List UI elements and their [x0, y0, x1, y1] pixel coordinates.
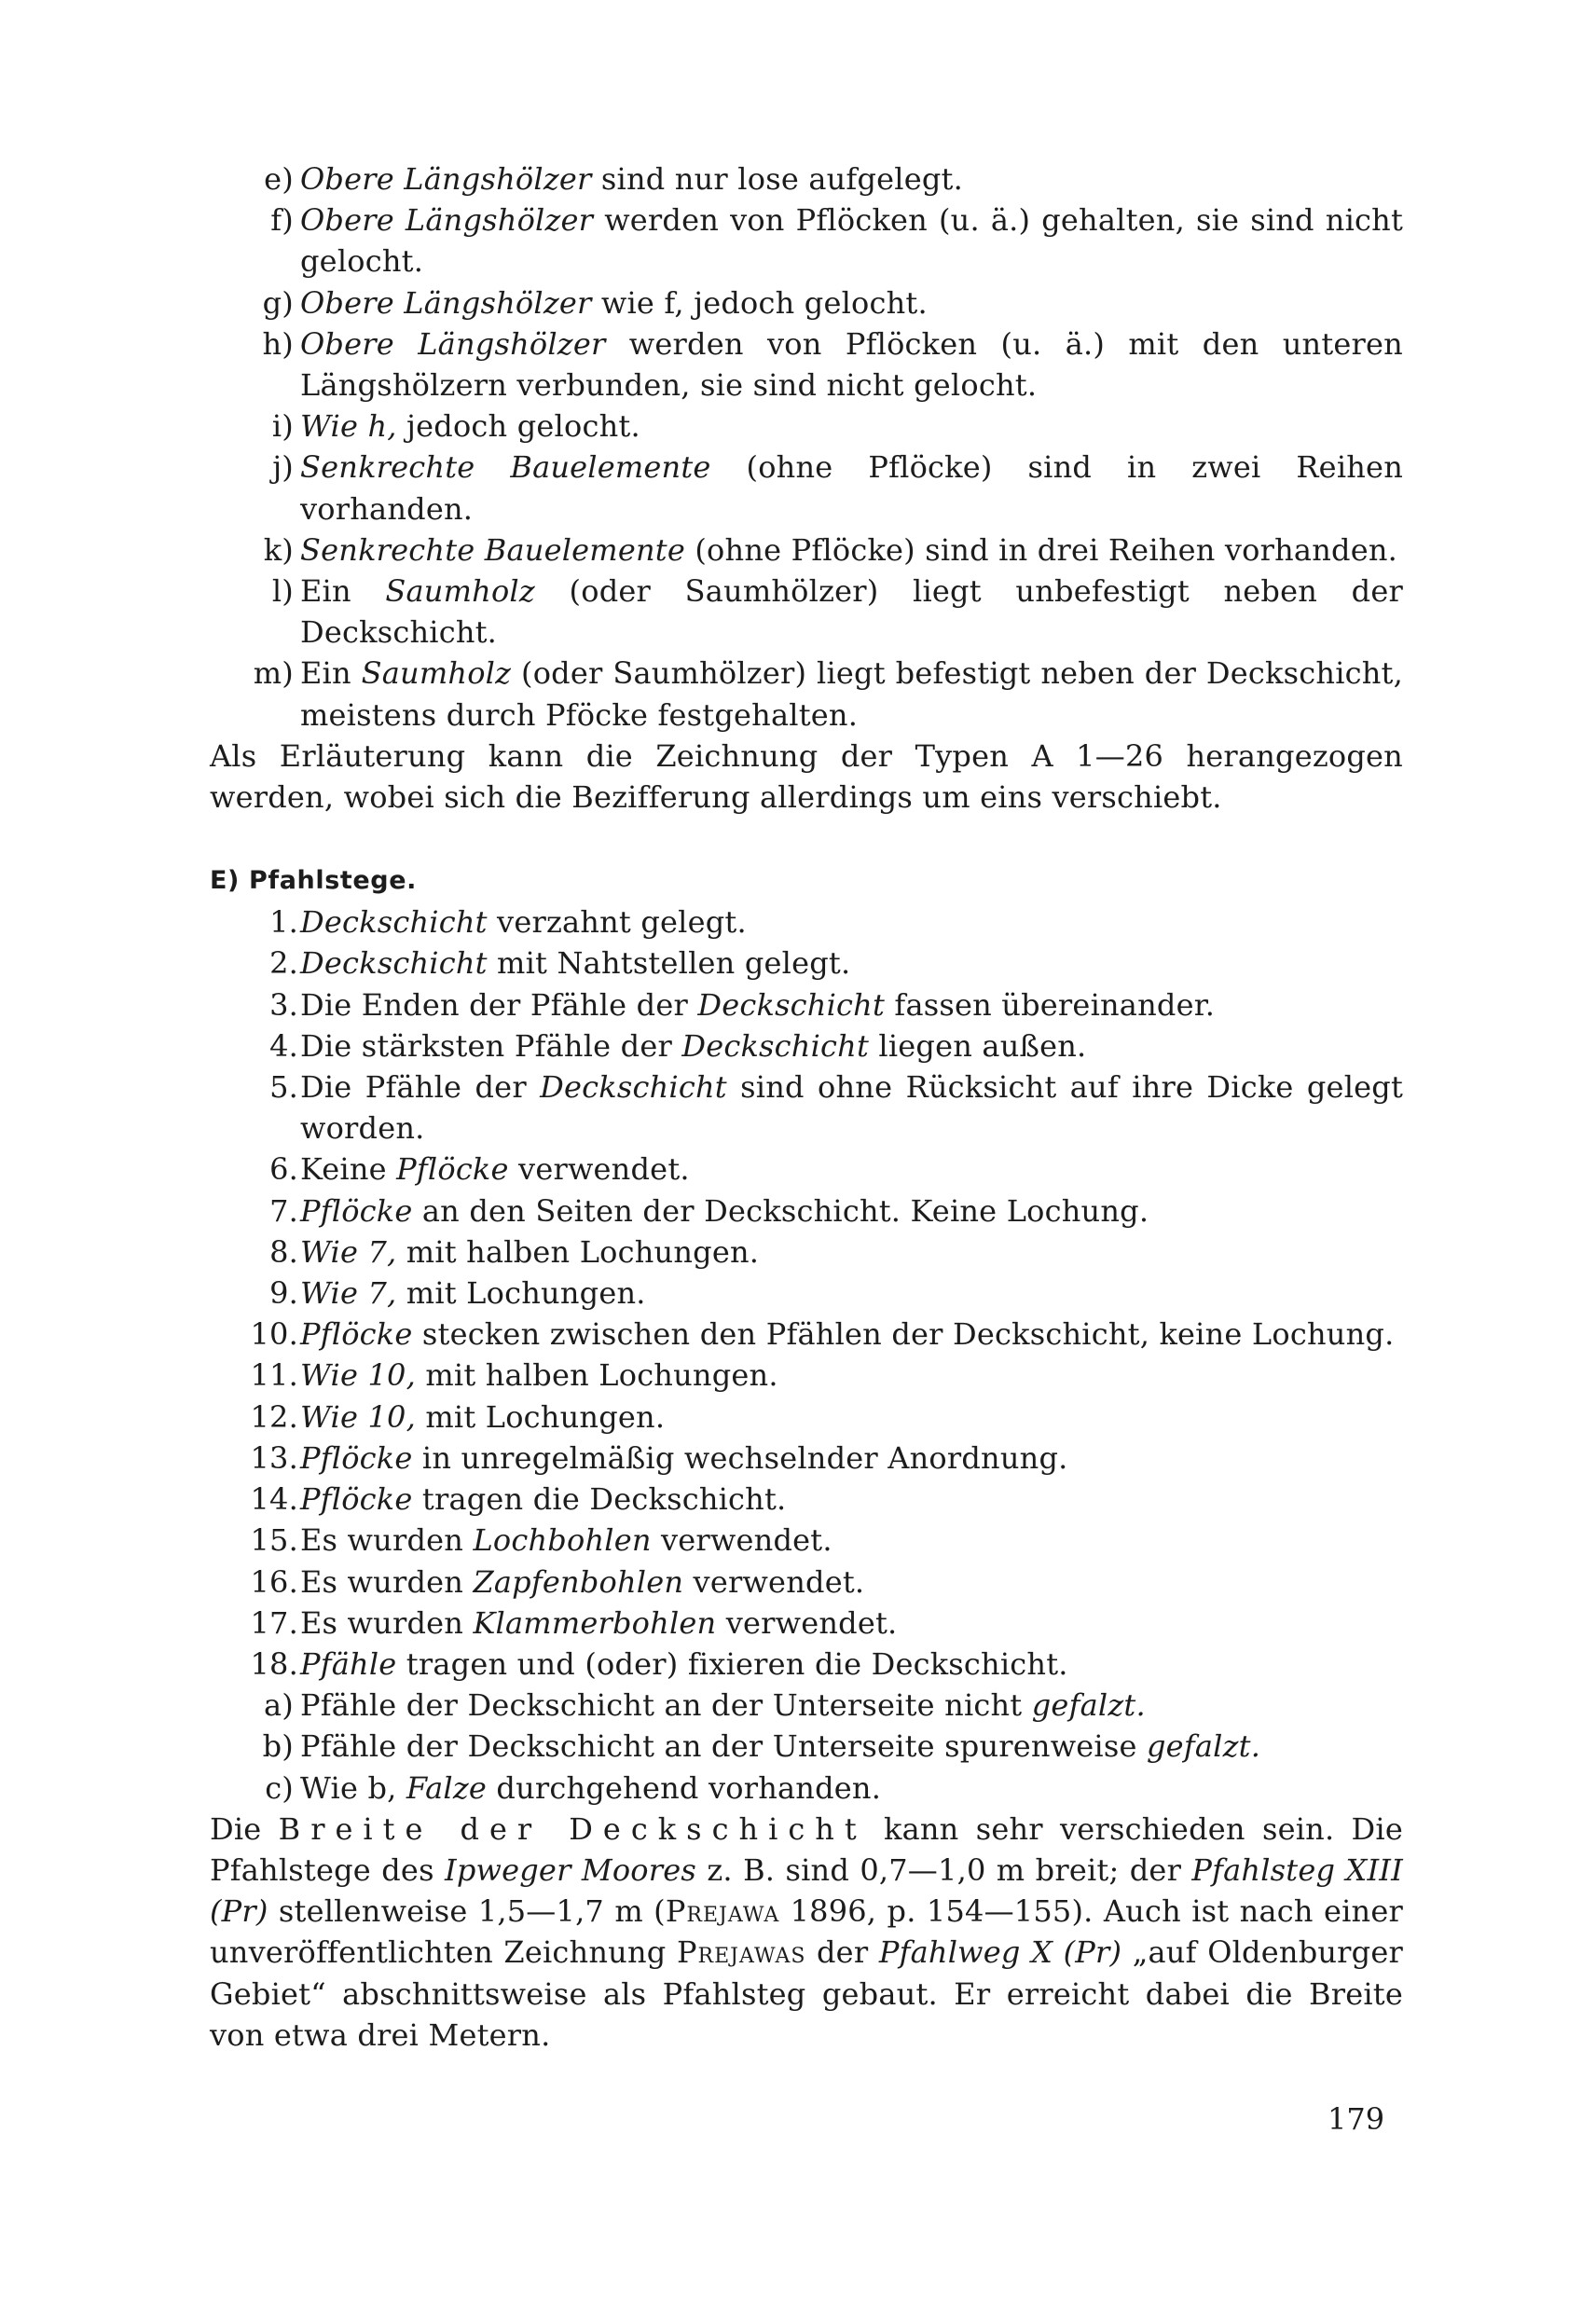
- text-run: verzahnt gelegt.: [487, 904, 747, 941]
- italic-term: Pflöcke: [396, 1151, 509, 1188]
- italic-term: Deckschicht: [697, 986, 886, 1023]
- list-item: [210, 1273, 1403, 1314]
- text-run: Die stärksten Pfähle der: [300, 1027, 682, 1064]
- italic-term: Deckschicht: [300, 904, 488, 941]
- item-marker: a): [264, 1687, 294, 1724]
- italic-term: Ipweger Moores: [445, 1851, 697, 1888]
- list-item: [210, 1644, 1403, 1685]
- item-text: [300, 1025, 1403, 1067]
- text-run: wie f, jedoch gelocht.: [591, 284, 928, 321]
- item-marker: 3.: [269, 986, 298, 1023]
- item-marker: f): [270, 202, 294, 239]
- italic-term: Klammerbohlen: [473, 1604, 717, 1641]
- italic-term: Pfahlweg X (Pr): [878, 1934, 1122, 1971]
- text-run: sind nur lose aufgelegt.: [591, 161, 963, 197]
- item-text: [300, 530, 1403, 571]
- text-run: Es wurden: [300, 1563, 474, 1600]
- italic-term: Pflöcke: [300, 1192, 413, 1229]
- item-marker: 18.: [250, 1645, 298, 1682]
- item-text: [300, 1520, 1403, 1561]
- list-item: [210, 1397, 1403, 1438]
- item-text: [300, 571, 1403, 653]
- list-item: [210, 282, 1403, 323]
- item-marker: k): [263, 531, 294, 568]
- text-run: tragen die Deckschicht.: [412, 1481, 787, 1518]
- upper-item-list: [210, 158, 1403, 736]
- item-text: [300, 447, 1403, 529]
- item-marker: 7.: [269, 1192, 298, 1229]
- text-run: Die Pfähle der: [300, 1069, 541, 1106]
- item-text: [300, 1149, 1403, 1190]
- item-marker: g): [262, 284, 294, 321]
- text-run: werden von Pflöcken (u. ä.) mit den unteren Längshölzern verbunden, sie sind nicht gelocht.: [300, 325, 1403, 404]
- italic-term: Pflöcke: [300, 1316, 413, 1353]
- italic-term: Obere Längshölzer: [300, 325, 606, 362]
- text-run: Keine: [300, 1151, 397, 1188]
- item-marker: 12.: [250, 1398, 298, 1435]
- list-item: [210, 200, 1403, 282]
- item-marker: 8.: [269, 1233, 298, 1270]
- italic-term: Deckschicht: [300, 945, 488, 982]
- text-run: mit halben Lochungen.: [396, 1233, 760, 1270]
- list-item: [210, 653, 1403, 735]
- item-text: [300, 1355, 1403, 1396]
- text-run: (ohne Pflöcke) sind in drei Reihen vorhanden.: [685, 531, 1398, 568]
- list-item: [210, 1726, 1403, 1767]
- list-item: [210, 530, 1403, 571]
- list-item: [210, 984, 1403, 1025]
- list-item: [210, 901, 1403, 943]
- item-text: [300, 1768, 1403, 1809]
- list-item: [210, 1520, 1403, 1561]
- text-run: mit halben Lochungen.: [415, 1357, 778, 1394]
- item-marker: i): [271, 408, 294, 445]
- item-marker: 11.: [250, 1357, 298, 1394]
- numbered-item-list: [210, 901, 1403, 1685]
- text-run: verwendet.: [508, 1151, 690, 1188]
- item-text: [300, 901, 1403, 943]
- page-number: 179: [1328, 2101, 1385, 2137]
- text-run: sind ohne Rücksicht auf ihre Dicke gelegt worden.: [300, 1069, 1404, 1147]
- item-marker: e): [264, 161, 294, 197]
- item-text: [300, 1685, 1403, 1726]
- item-marker: 1.: [269, 904, 298, 941]
- item-text: [300, 1438, 1403, 1479]
- italic-term: Deckschicht: [540, 1069, 727, 1106]
- author-name: Prejawas: [677, 1934, 806, 1971]
- item-text: [300, 984, 1403, 1025]
- spaced-term: Breite der Deckschicht: [278, 1810, 867, 1847]
- item-text: [300, 1314, 1403, 1355]
- list-item: [210, 406, 1403, 447]
- italic-term: Pflöcke: [300, 1439, 413, 1476]
- list-item: [210, 571, 1403, 653]
- author-name: Prejawa: [665, 1893, 780, 1930]
- italic-term: Zapfenbohlen: [473, 1563, 684, 1600]
- text-run: (oder Saumhölzer) liegt unbefestigt neben der Deckschicht.: [300, 573, 1403, 651]
- text-run: verwendet.: [683, 1563, 865, 1600]
- item-text: [300, 1562, 1403, 1603]
- item-text: [300, 653, 1403, 735]
- italic-term: Wie 10,: [300, 1357, 416, 1394]
- item-text: [300, 1273, 1403, 1314]
- italic-term: Wie h,: [300, 408, 397, 445]
- italic-term: Obere Längshölzer: [300, 161, 592, 197]
- list-item: [210, 943, 1403, 984]
- list-item: [210, 1067, 1403, 1149]
- text-run: jedoch gelocht.: [396, 408, 640, 445]
- item-text: [300, 1726, 1403, 1767]
- text-run: mit Nahtstellen gelegt.: [487, 945, 851, 982]
- text-run: Wie b,: [300, 1769, 406, 1806]
- list-item: [210, 1438, 1403, 1479]
- italic-term: Pflöcke: [300, 1481, 413, 1518]
- item-text: [300, 1397, 1403, 1438]
- list-item: [210, 1479, 1403, 1520]
- italic-term: Wie 7,: [300, 1233, 397, 1270]
- item-text: [300, 1190, 1403, 1232]
- item-text: [300, 1644, 1403, 1685]
- text-run: (ohne Pflöcke) sind in zwei Reihen vorhanden.: [300, 449, 1404, 527]
- italic-term: Deckschicht: [681, 1027, 870, 1064]
- item-marker: 4.: [269, 1027, 298, 1064]
- text-run: stecken zwischen den Pfählen der Deckschicht, keine Lochung.: [412, 1316, 1395, 1353]
- list-item: [210, 1025, 1403, 1067]
- text-run: fassen übereinander.: [885, 986, 1216, 1023]
- text-run: Es wurden: [300, 1604, 474, 1641]
- item-marker: b): [262, 1728, 294, 1765]
- item-text: [300, 1603, 1403, 1644]
- italic-term: Saumholz: [385, 573, 535, 610]
- text-run: der: [805, 1934, 879, 1971]
- item-marker: 15.: [250, 1522, 298, 1559]
- italic-term: Senkrechte Bauelemente: [300, 531, 685, 568]
- list-item: [210, 1190, 1403, 1232]
- italic-term: Pfähle: [300, 1645, 397, 1682]
- list-item: [210, 323, 1403, 406]
- text-run: an den Seiten der Deckschicht. Keine Lochung.: [412, 1192, 1149, 1229]
- text-run: verwendet.: [651, 1522, 832, 1559]
- list-item: [210, 447, 1403, 529]
- list-item: [210, 158, 1403, 200]
- text-run: tragen und (oder) fixieren die Deckschicht.: [396, 1645, 1068, 1682]
- italic-term: Wie 7,: [300, 1275, 397, 1312]
- item-text: [300, 158, 1403, 200]
- text-run: in unregelmäßig wechselnder Anordnung.: [412, 1439, 1068, 1476]
- italic-term: gefalzt.: [1147, 1728, 1261, 1765]
- text-run: Ein: [300, 655, 362, 692]
- italic-term: Falze: [406, 1769, 488, 1806]
- text-run: verwendet.: [716, 1604, 898, 1641]
- item-text: [300, 1067, 1403, 1149]
- item-marker: 14.: [250, 1481, 298, 1518]
- item-marker: 10.: [250, 1316, 298, 1353]
- item-marker: c): [265, 1769, 294, 1806]
- item-text: [300, 282, 1403, 323]
- item-marker: 13.: [250, 1439, 298, 1476]
- text-run: Ein: [300, 573, 386, 610]
- italic-term: Obere Längshölzer: [300, 202, 594, 239]
- list-item: [210, 1232, 1403, 1273]
- list-item: [210, 1562, 1403, 1603]
- list-item: [210, 1768, 1403, 1809]
- italic-term: Lochbohlen: [473, 1522, 652, 1559]
- item-marker: 17.: [250, 1604, 298, 1641]
- italic-term: Senkrechte Bauelemente: [300, 449, 711, 486]
- text-run: Pfähle der Deckschicht an der Unterseite nicht: [300, 1687, 1032, 1724]
- text-run: liegen außen.: [869, 1027, 1087, 1064]
- width-paragraph: [210, 1809, 1403, 2056]
- text-run: Es wurden: [300, 1522, 474, 1559]
- list-item: [210, 1314, 1403, 1355]
- italic-term: Saumholz: [361, 655, 512, 692]
- list-item: [210, 1603, 1403, 1644]
- text-run: mit Lochungen.: [415, 1398, 666, 1435]
- text-run: (oder Saumhölzer) liegt befestigt neben der Deckschicht, meistens durch Pföcke festgehalten.: [300, 655, 1403, 733]
- explanation-paragraph: Als Erläuterung kann die Zeichnung der Typen A 1—26 herangezogen werden, wobei sich die Bezifferung allerdings um eins verschiebt.: [210, 737, 1403, 816]
- list-item: [210, 1149, 1403, 1190]
- page-body: [210, 158, 1403, 2056]
- item-text: [300, 406, 1403, 447]
- text-run: durchgehend vorhanden.: [487, 1769, 882, 1806]
- item-text: [300, 943, 1403, 984]
- item-marker: m): [253, 655, 294, 692]
- section-heading: E) Pfahlstege.: [210, 866, 418, 896]
- text-run: Die: [210, 1810, 279, 1847]
- italic-term: Wie 10,: [300, 1398, 416, 1435]
- item-marker: 16.: [250, 1563, 298, 1600]
- list-item: [210, 1685, 1403, 1726]
- item-text: [300, 200, 1403, 282]
- item-marker: j): [272, 449, 294, 486]
- item-text: [300, 1232, 1403, 1273]
- item-text: [300, 323, 1403, 406]
- text-run: z. B. sind 0,7—1,0 m breit; der: [696, 1851, 1192, 1888]
- text-run: Pfähle der Deckschicht an der Unterseite spurenweise: [300, 1728, 1147, 1765]
- item-text: [300, 1479, 1403, 1520]
- italic-term: Obere Längshölzer: [300, 284, 592, 321]
- text-run: Die Enden der Pfähle der: [300, 986, 698, 1023]
- item-marker: 6.: [269, 1151, 298, 1188]
- text-run: 1896, p. 154—155). Auch ist nach einer unveröffentlichten Zeichnung: [210, 1893, 1403, 1971]
- text-run: kann sehr verschieden sein. Die Pfahlstege des: [210, 1810, 1403, 1888]
- item-marker: 9.: [269, 1275, 298, 1312]
- list-item: [210, 1355, 1403, 1396]
- item-marker: 5.: [269, 1069, 298, 1106]
- italic-term: gefalzt.: [1031, 1687, 1146, 1724]
- item-marker: h): [262, 325, 294, 362]
- sub-item-list: [210, 1685, 1403, 1809]
- text-run: „auf Oldenburger Gebiet“ abschnittsweise als Pfahlsteg gebaut. Er erreicht dabei die Breite von etwa drei Metern.: [210, 1934, 1404, 2053]
- item-marker: 2.: [269, 945, 298, 982]
- text-run: werden von Pflöcken (u. ä.) gehalten, sie sind nicht gelocht.: [300, 202, 1403, 280]
- item-marker: l): [271, 573, 294, 610]
- text-run: stellenweise 1,5—1,7 m (: [268, 1893, 666, 1930]
- text-run: mit Lochungen.: [396, 1275, 646, 1312]
- italic-term: Pfahlsteg XIII (Pr): [210, 1851, 1403, 1930]
